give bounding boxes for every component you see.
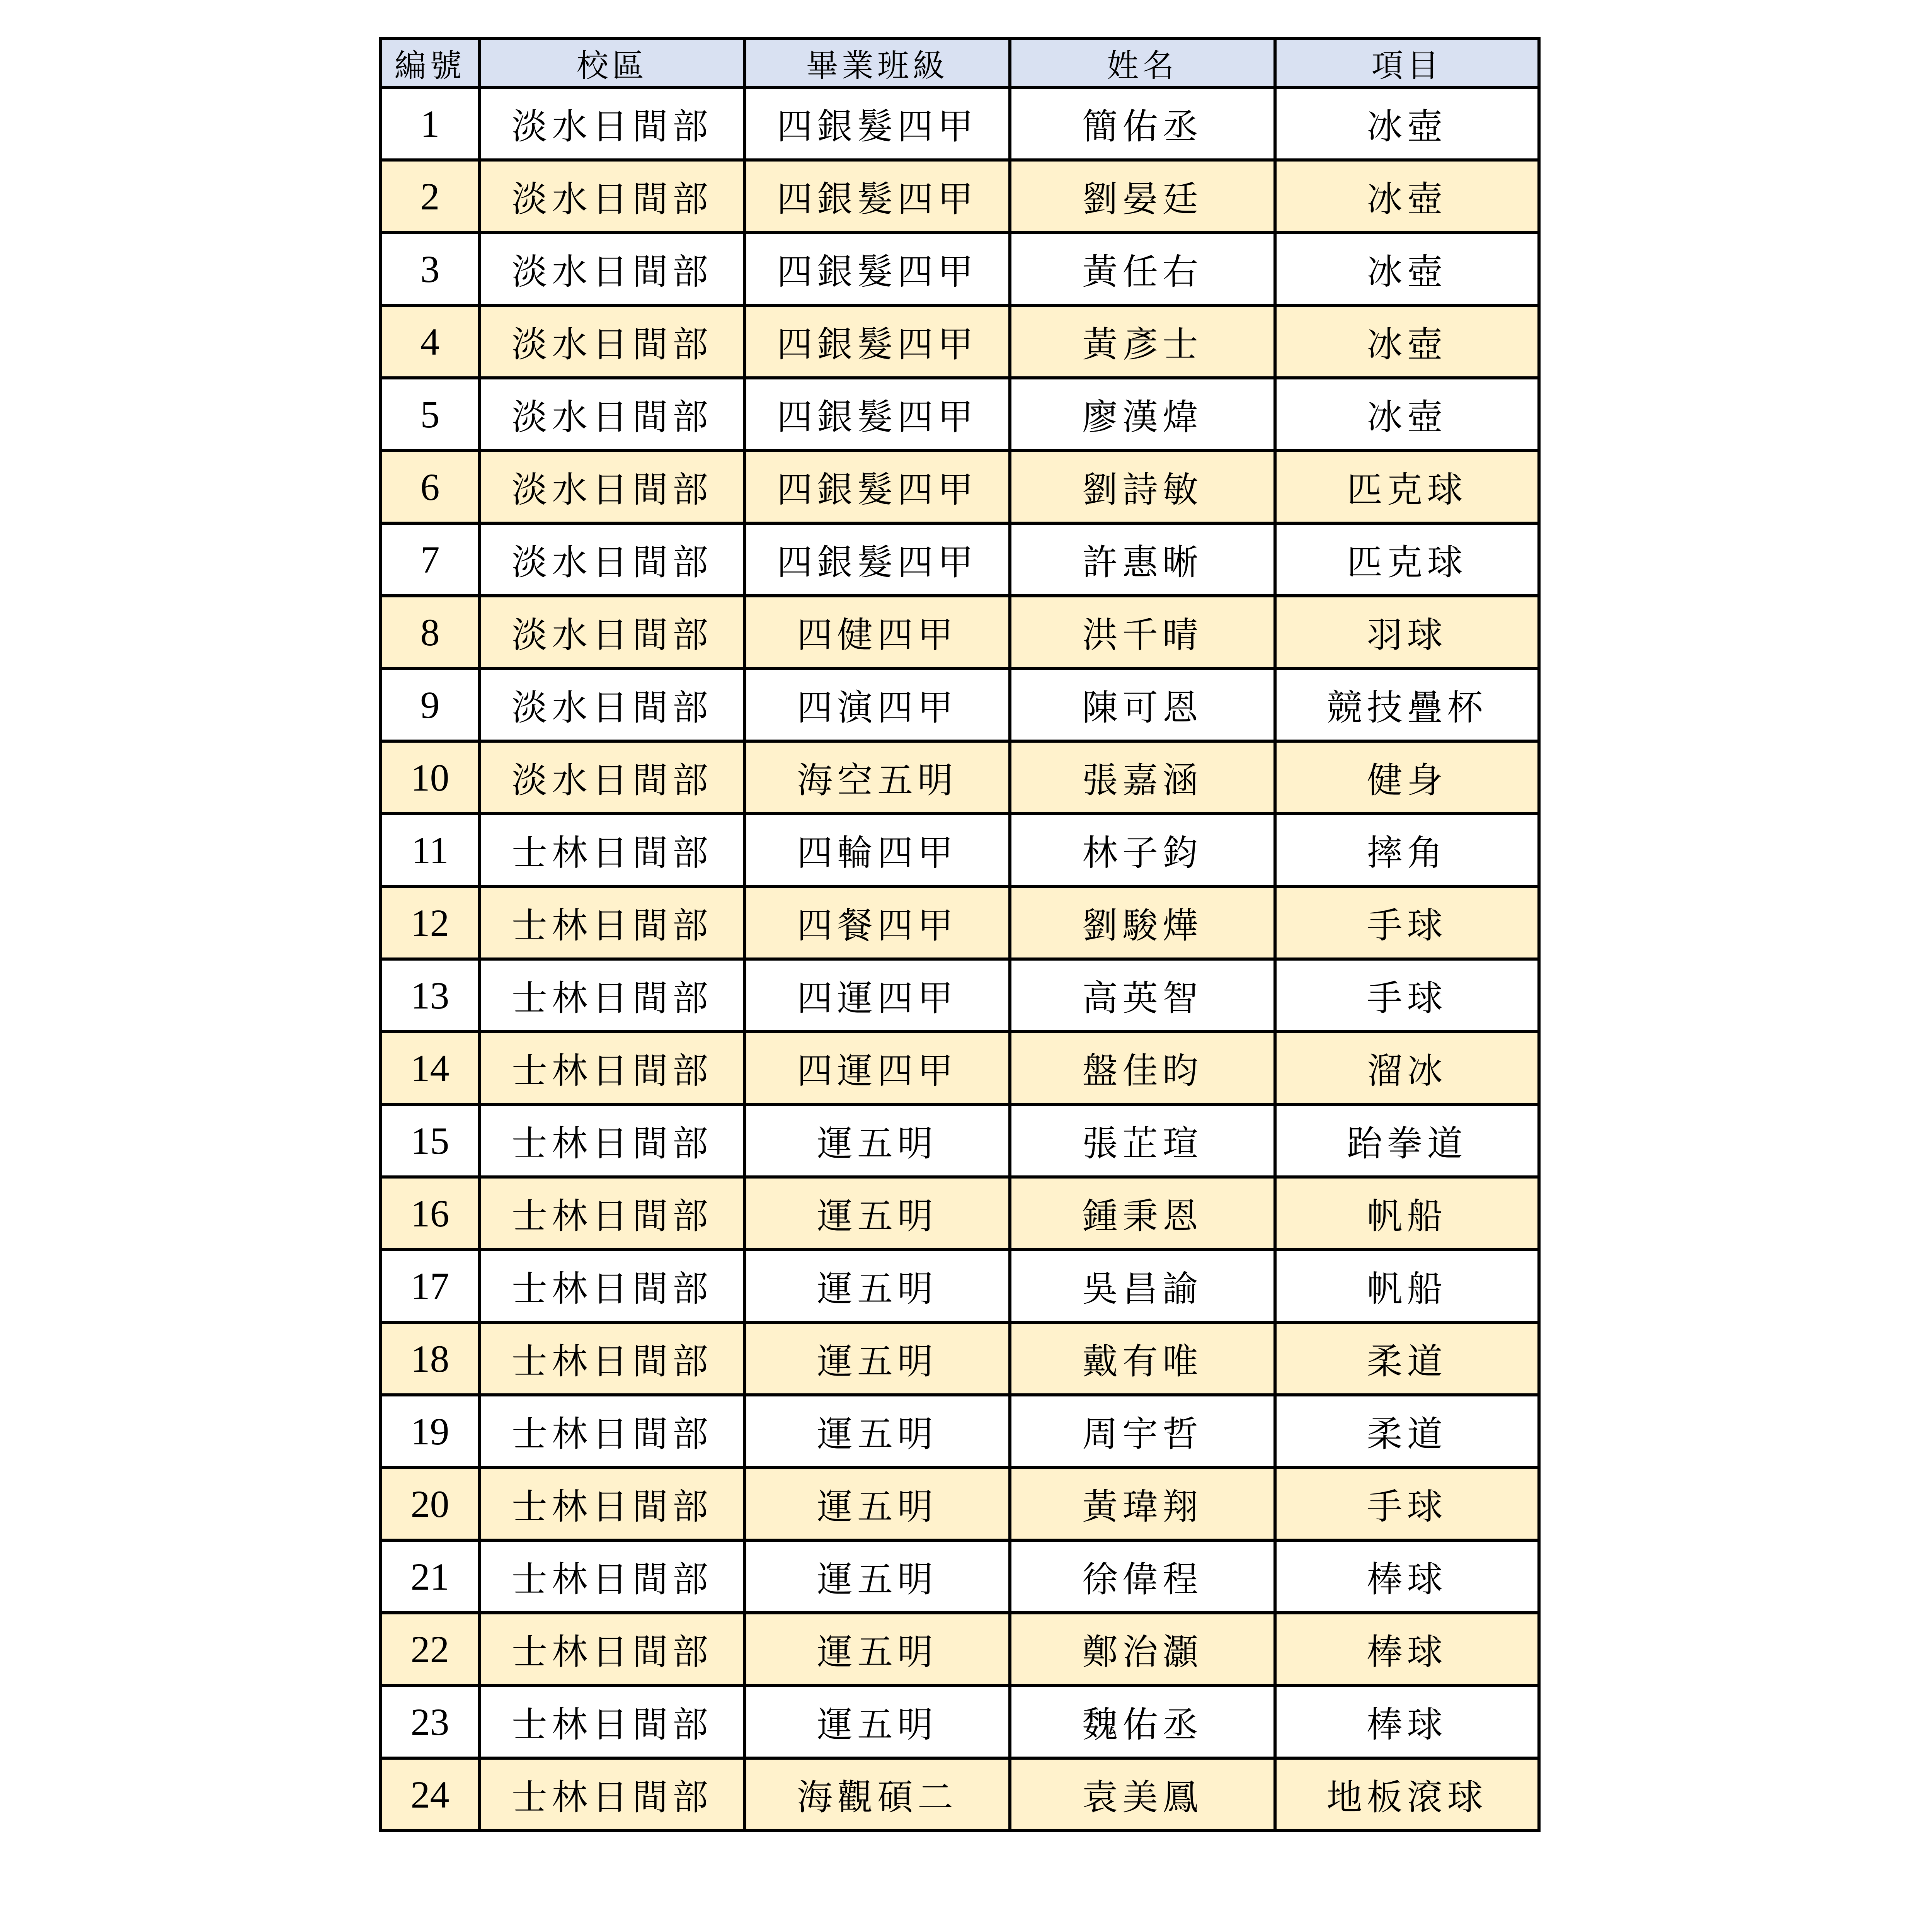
cell-class: 運五明 (745, 1322, 1010, 1395)
cell-event: 匹克球 (1275, 523, 1539, 596)
table-row (380, 1613, 1539, 1685)
cell-campus: 淡水日間部 (480, 596, 745, 668)
table-body (380, 87, 1539, 1831)
cell-campus: 士林日間部 (480, 1540, 745, 1613)
cell-campus: 士林日間部 (480, 1032, 745, 1104)
cell-name: 劉駿燁 (1010, 886, 1275, 959)
cell-number: 15 (380, 1104, 480, 1177)
table-row (380, 1177, 1539, 1250)
cell-campus: 士林日間部 (480, 814, 745, 886)
cell-event: 冰壺 (1275, 378, 1539, 451)
cell-event: 冰壺 (1275, 160, 1539, 233)
cell-number: 23 (380, 1685, 480, 1758)
cell-class: 運五明 (745, 1540, 1010, 1613)
table-row (380, 741, 1539, 814)
cell-number: 6 (380, 451, 480, 523)
cell-class: 運五明 (745, 1177, 1010, 1250)
cell-number: 16 (380, 1177, 480, 1250)
cell-event: 冰壺 (1275, 233, 1539, 305)
cell-class: 海觀碩二 (745, 1758, 1010, 1831)
table-row (380, 378, 1539, 451)
cell-campus: 淡水日間部 (480, 87, 745, 160)
cell-campus: 士林日間部 (480, 1468, 745, 1540)
cell-name: 鍾秉恩 (1010, 1177, 1275, 1250)
cell-name: 吳昌諭 (1010, 1250, 1275, 1322)
cell-campus: 淡水日間部 (480, 378, 745, 451)
cell-name: 陳可恩 (1010, 668, 1275, 741)
cell-number: 18 (380, 1322, 480, 1395)
cell-class: 運五明 (745, 1250, 1010, 1322)
table-row (380, 233, 1539, 305)
cell-name: 劉晏廷 (1010, 160, 1275, 233)
cell-name: 廖漢煒 (1010, 378, 1275, 451)
cell-campus: 士林日間部 (480, 1395, 745, 1468)
cell-number: 21 (380, 1540, 480, 1613)
cell-class: 四演四甲 (745, 668, 1010, 741)
cell-number: 11 (380, 814, 480, 886)
cell-name: 高英智 (1010, 959, 1275, 1032)
table-row (380, 814, 1539, 886)
header-row (380, 39, 1539, 87)
cell-class: 運五明 (745, 1685, 1010, 1758)
cell-name: 袁美鳳 (1010, 1758, 1275, 1831)
table-row (380, 1104, 1539, 1177)
cell-event: 健身 (1275, 741, 1539, 814)
cell-number: 17 (380, 1250, 480, 1322)
cell-class: 運五明 (745, 1104, 1010, 1177)
cell-event: 競技疊杯 (1275, 668, 1539, 741)
table-row (380, 1468, 1539, 1540)
table-row (380, 1540, 1539, 1613)
cell-number: 3 (380, 233, 480, 305)
cell-campus: 淡水日間部 (480, 523, 745, 596)
cell-number: 5 (380, 378, 480, 451)
cell-name: 張芷瑄 (1010, 1104, 1275, 1177)
table-row (380, 523, 1539, 596)
cell-event: 溜冰 (1275, 1032, 1539, 1104)
cell-number: 19 (380, 1395, 480, 1468)
cell-name: 鄭治灝 (1010, 1613, 1275, 1685)
cell-name: 黃彥士 (1010, 305, 1275, 378)
header-campus: 校區 (480, 39, 745, 87)
table-row (380, 1685, 1539, 1758)
cell-campus: 淡水日間部 (480, 668, 745, 741)
table-row (380, 87, 1539, 160)
cell-class: 運五明 (745, 1468, 1010, 1540)
cell-event: 手球 (1275, 886, 1539, 959)
cell-class: 四輪四甲 (745, 814, 1010, 886)
cell-campus: 士林日間部 (480, 1322, 745, 1395)
cell-campus: 淡水日間部 (480, 741, 745, 814)
cell-event: 帆船 (1275, 1177, 1539, 1250)
cell-campus: 淡水日間部 (480, 233, 745, 305)
cell-name: 盤佳昀 (1010, 1032, 1275, 1104)
cell-name: 林子鈞 (1010, 814, 1275, 886)
cell-campus: 士林日間部 (480, 1758, 745, 1831)
cell-class: 四餐四甲 (745, 886, 1010, 959)
cell-class: 海空五明 (745, 741, 1010, 814)
cell-campus: 士林日間部 (480, 1250, 745, 1322)
cell-name: 戴有唯 (1010, 1322, 1275, 1395)
cell-number: 8 (380, 596, 480, 668)
cell-event: 羽球 (1275, 596, 1539, 668)
cell-event: 冰壺 (1275, 87, 1539, 160)
table-row (380, 1758, 1539, 1831)
cell-number: 10 (380, 741, 480, 814)
header-class: 畢業班級 (745, 39, 1010, 87)
cell-name: 洪千晴 (1010, 596, 1275, 668)
header-event: 項目 (1275, 39, 1539, 87)
cell-event: 柔道 (1275, 1322, 1539, 1395)
cell-campus: 士林日間部 (480, 1177, 745, 1250)
cell-campus: 淡水日間部 (480, 160, 745, 233)
cell-event: 手球 (1275, 1468, 1539, 1540)
cell-campus: 士林日間部 (480, 959, 745, 1032)
cell-campus: 士林日間部 (480, 1104, 745, 1177)
table-row (380, 1032, 1539, 1104)
cell-name: 周宇哲 (1010, 1395, 1275, 1468)
cell-class: 四銀髮四甲 (745, 378, 1010, 451)
cell-event: 摔角 (1275, 814, 1539, 886)
cell-class: 四銀髮四甲 (745, 305, 1010, 378)
cell-event: 棒球 (1275, 1685, 1539, 1758)
cell-class: 四銀髮四甲 (745, 233, 1010, 305)
table-row (380, 1395, 1539, 1468)
cell-name: 魏佑丞 (1010, 1685, 1275, 1758)
cell-name: 許惠晰 (1010, 523, 1275, 596)
header-name: 姓名 (1010, 39, 1275, 87)
cell-campus: 淡水日間部 (480, 305, 745, 378)
cell-class: 四健四甲 (745, 596, 1010, 668)
cell-campus: 淡水日間部 (480, 451, 745, 523)
cell-number: 14 (380, 1032, 480, 1104)
table-row (380, 160, 1539, 233)
cell-class: 四運四甲 (745, 1032, 1010, 1104)
cell-number: 13 (380, 959, 480, 1032)
cell-name: 簡佑丞 (1010, 87, 1275, 160)
header-number: 編號 (380, 39, 480, 87)
cell-campus: 士林日間部 (480, 886, 745, 959)
table-row (380, 596, 1539, 668)
cell-number: 1 (380, 87, 480, 160)
roster-table (379, 37, 1541, 1832)
cell-name: 徐偉程 (1010, 1540, 1275, 1613)
cell-campus: 士林日間部 (480, 1685, 745, 1758)
cell-number: 9 (380, 668, 480, 741)
cell-number: 4 (380, 305, 480, 378)
cell-number: 24 (380, 1758, 480, 1831)
cell-name: 劉詩敏 (1010, 451, 1275, 523)
cell-campus: 士林日間部 (480, 1613, 745, 1685)
cell-event: 地板滾球 (1275, 1758, 1539, 1831)
cell-class: 四銀髮四甲 (745, 523, 1010, 596)
cell-class: 運五明 (745, 1613, 1010, 1685)
cell-event: 棒球 (1275, 1540, 1539, 1613)
cell-class: 四銀髮四甲 (745, 160, 1010, 233)
cell-name: 張嘉涵 (1010, 741, 1275, 814)
cell-name: 黃瑋翔 (1010, 1468, 1275, 1540)
cell-number: 22 (380, 1613, 480, 1685)
cell-class: 運五明 (745, 1395, 1010, 1468)
cell-name: 黃任右 (1010, 233, 1275, 305)
cell-event: 棒球 (1275, 1613, 1539, 1685)
cell-number: 20 (380, 1468, 480, 1540)
table-row (380, 886, 1539, 959)
cell-number: 2 (380, 160, 480, 233)
table-row (380, 451, 1539, 523)
table-row (380, 959, 1539, 1032)
table-row (380, 305, 1539, 378)
cell-event: 匹克球 (1275, 451, 1539, 523)
cell-class: 四銀髮四甲 (745, 451, 1010, 523)
cell-event: 跆拳道 (1275, 1104, 1539, 1177)
table-row (380, 1250, 1539, 1322)
cell-class: 四運四甲 (745, 959, 1010, 1032)
cell-event: 帆船 (1275, 1250, 1539, 1322)
cell-event: 手球 (1275, 959, 1539, 1032)
cell-number: 12 (380, 886, 480, 959)
table-row (380, 1322, 1539, 1395)
cell-class: 四銀髮四甲 (745, 87, 1010, 160)
cell-event: 柔道 (1275, 1395, 1539, 1468)
cell-event: 冰壺 (1275, 305, 1539, 378)
cell-number: 7 (380, 523, 480, 596)
table-row (380, 668, 1539, 741)
